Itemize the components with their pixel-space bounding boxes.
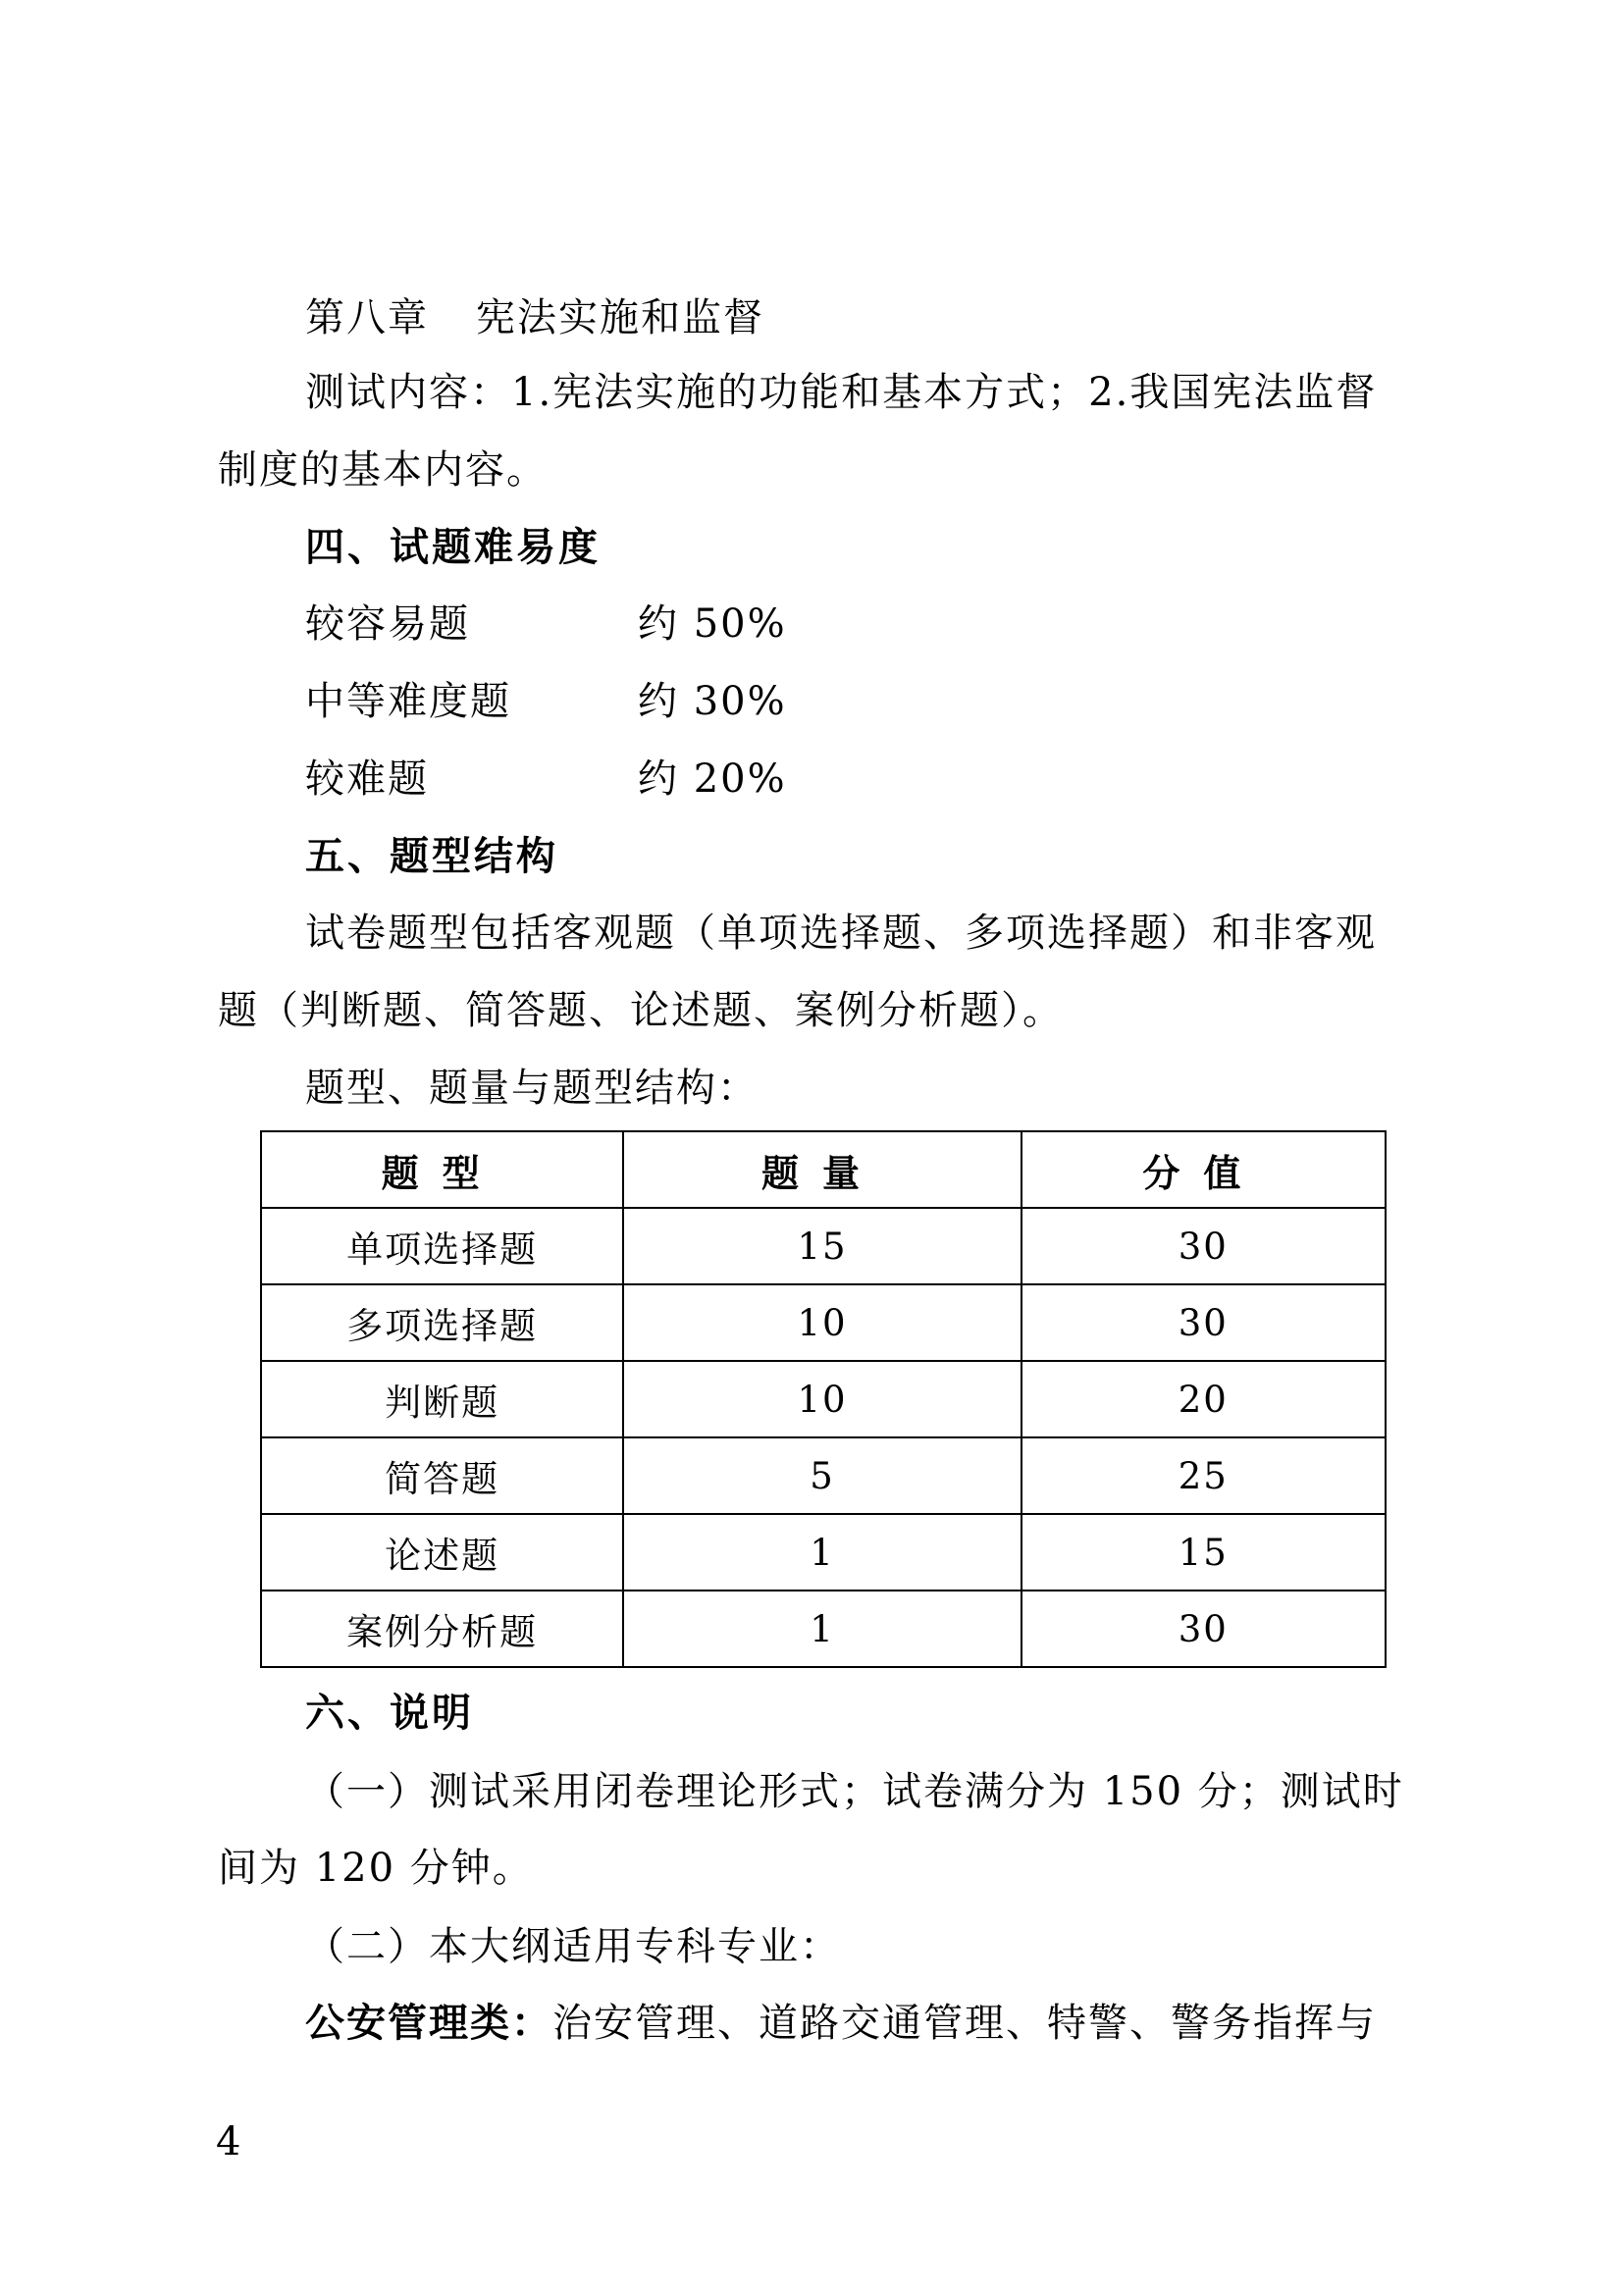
- table-cell: 多项选择题: [261, 1284, 623, 1361]
- table-cell: 1: [623, 1514, 1021, 1591]
- difficulty-label: 较难题: [305, 756, 429, 802]
- table-cell: 简答题: [261, 1437, 623, 1514]
- table-cell: 5: [623, 1437, 1021, 1514]
- chapter-content-line2: 制度的基本内容。: [218, 447, 548, 493]
- major-category-line: [305, 2001, 1377, 2046]
- table-header-cell: 题型: [261, 1131, 623, 1208]
- table-cell: 判断题: [261, 1361, 623, 1437]
- page-number: 4: [216, 2119, 241, 2165]
- table-row: [261, 1591, 1386, 1667]
- table-cell: 10: [623, 1284, 1021, 1361]
- table-cell: 10: [623, 1361, 1021, 1437]
- major-category-text: 治安管理、道路交通管理、特警、警务指挥与: [552, 2001, 1377, 2046]
- section5-para-line1: 试卷题型包括客观题（单项选择题、多项选择题）和非客观: [305, 911, 1377, 956]
- section6-heading: 六、说明: [305, 1691, 474, 1736]
- table-cell: 30: [1022, 1284, 1386, 1361]
- table-cell: 15: [623, 1208, 1021, 1284]
- table-header-cell: 题量: [623, 1131, 1021, 1208]
- table-cell: 25: [1022, 1437, 1386, 1514]
- table-cell: 30: [1022, 1208, 1386, 1284]
- table-row: [261, 1514, 1386, 1591]
- table-cell: 1: [623, 1591, 1021, 1667]
- difficulty-label: 中等难度题: [305, 679, 511, 724]
- chapter-content-line1: 测试内容：1.宪法实施的功能和基本方式；2.我国宪法监督: [305, 370, 1378, 415]
- difficulty-value: 约 20%: [638, 756, 787, 802]
- table-cell: 案例分析题: [261, 1591, 623, 1667]
- section5-para-line2: 题（判断题、简答题、论述题、案例分析题）。: [218, 988, 1064, 1033]
- question-type-table: [260, 1130, 1387, 1668]
- difficulty-value: 约 50%: [638, 601, 787, 647]
- difficulty-value: 约 30%: [638, 679, 787, 724]
- section4-heading: 四、试题难易度: [305, 525, 601, 570]
- table-cell: 单项选择题: [261, 1208, 623, 1284]
- section6-item1-line2: 间为 120 分钟。: [218, 1846, 534, 1891]
- table-header-row: [261, 1131, 1386, 1208]
- table-row: [261, 1361, 1386, 1437]
- section6-item2: （二）本大纲适用专科专业：: [305, 1924, 841, 1969]
- difficulty-label: 较容易题: [305, 601, 470, 647]
- chapter-label: 第八章: [305, 295, 429, 340]
- table-cell: 论述题: [261, 1514, 623, 1591]
- table-header-cell: 分值: [1022, 1131, 1386, 1208]
- major-category-label: 公安管理类：: [305, 2001, 552, 2046]
- section5-heading: 五、题型结构: [305, 834, 558, 879]
- table-cell: 15: [1022, 1514, 1386, 1591]
- chapter-title: 宪法实施和监督: [476, 295, 764, 340]
- table-row: [261, 1284, 1386, 1361]
- table-row: [261, 1437, 1386, 1514]
- table-cell: 20: [1022, 1361, 1386, 1437]
- section6-item1-line1: （一）测试采用闭卷理论形式；试卷满分为 150 分；测试时: [305, 1769, 1404, 1814]
- table-row: [261, 1208, 1386, 1284]
- chapter-heading: [305, 295, 764, 340]
- table-intro: 题型、题量与题型结构：: [305, 1066, 759, 1111]
- table-cell: 30: [1022, 1591, 1386, 1667]
